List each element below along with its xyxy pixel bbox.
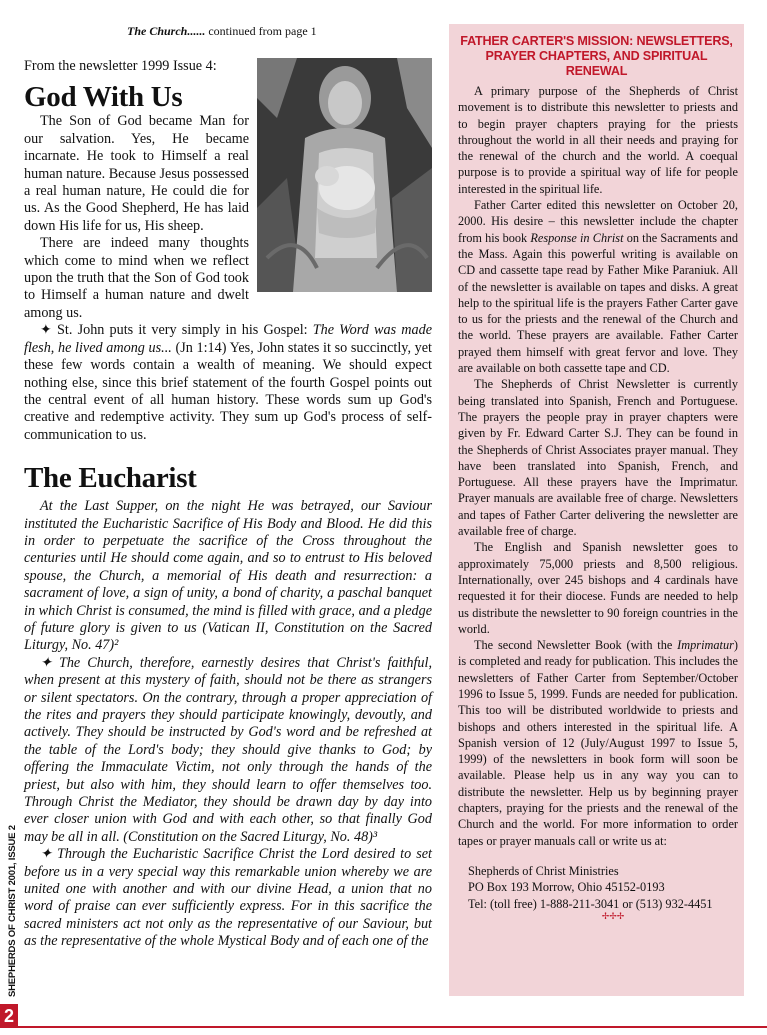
- sidebar-paragraph-5: [458, 637, 738, 849]
- spine-label: SHEPHERDS OF CHRIST 2001, ISSUE 2: [7, 825, 18, 997]
- contact-address: [458, 863, 738, 920]
- god-with-us-heading: God With Us: [24, 81, 183, 114]
- from-line: From the newsletter 1999 Issue 4:: [24, 58, 217, 74]
- sidebar-p5-pre: The second Newsletter Book (with the: [474, 638, 678, 653]
- sidebar-p2-book: Response in Christ: [530, 230, 624, 245]
- eucharist-heading: The Eucharist: [24, 462, 197, 495]
- bottom-rule: [18, 1026, 767, 1028]
- god-p3-quote: The Word was made flesh, he lived among us...: [24, 322, 432, 356]
- eucharist-paragraph-3: ✦ Through the Eucharistic Sacrifice Christ the Lord desired to set before us in a very special way this remarkable union whereby we are united one with another and with our divine Head, a union that no word of praise can ever sufficiently express. For in this sacrifice the sacred ministers act not only as the representative of our Saviour, but as the representative of the whole Mystical Body and of each one of the: [24, 846, 432, 950]
- god-p3-pre: ✦ St. John puts it very simply in his Gospel:: [40, 322, 313, 339]
- address-line-3: Tel: (toll free) 1-888-211-3041 or (513) 932-4451: [468, 896, 713, 911]
- sidebar-paragraph-4: The English and Spanish newsletter goes to approximately 75,000 priests and 8,500 religious. Internationally, over 245 bishops and 4 cardinals have requested it for their diocese. Funds are needed to help us distribute the newsletter to 90 foreign countries in the world.: [458, 540, 738, 636]
- page-header: [127, 24, 317, 39]
- sidebar-p2-post: on the Sacraments and the Mass. Again this powerful writing is available on CD and cassette tape read by Father Mike Paraniuk. All of the newsletter is available on tapes and disks. A great help to the spiritual life is the prayers Father Carter gave to us for the priests and the renewal of the Church and the world. These prayers are available. Father Carter prayed them himself with great fervor and love. They are available on both cassette tape and CD.: [458, 230, 738, 376]
- sidebar-p5-imprimatur: Imprimatur: [677, 638, 734, 653]
- mission-sidebar: [449, 24, 744, 996]
- statue-image: [257, 58, 432, 292]
- main-column: [24, 58, 432, 951]
- eucharist-paragraph-1: At the Last Supper, on the night He was betrayed, our Saviour instituted the Eucharistic Sacrifice of His Body and Blood. He did this in order to perpetuate the sacrifice of the Cross throughout the centuries until He should come again, and so to entrust to His beloved spouse, the Church, a memorial of His death and resurrection: a sacrament of love, a sign of unity, a bond of charity, a paschal banquet in which Christ is consumed, the mind is filled with grace, and a pledge of future glory is given to us (Vatican II, Constitution on the Sacred Liturgy, No. 47)²: [24, 498, 432, 654]
- god-paragraph-3: [24, 322, 432, 444]
- eucharist-paragraph-2: ✦ The Church, therefore, earnestly desires that Christ's faithful, when present at this mystery of faith, should not be there as strangers or silent spectators. On the contrary, through a proper appreciation of the rites and prayers they should participate knowingly, devoutly, and actively. They should be instructed by God's word and be refreshed at the table of the Lord's body; they should give thanks to God; by offering the Immaculate Victim, not only through the hands of the priest, but also with him, they should learn to offer themselves too. Through Christ the Mediator, they should be drawn day by day into ever closer union with God and with each other, so that finally God may be all in all. (Constitution on the Sacred Liturgy, No. 48)³: [24, 654, 432, 845]
- sidebar-title: FATHER CARTER'S MISSION: NEWSLETTERS, PRAYER CHAPTERS, AND SPIRITUAL RENEWAL: [460, 34, 733, 78]
- statue-photo: [257, 58, 432, 292]
- sidebar-paragraph-1: A primary purpose of the Shepherds of Christ movement is to distribute this newsletter to priests and to begin prayer chapters praying for the priests throughout the world in all their needs and praying for the renewal of the church and the world. A coequal purpose is to provide a spiritual way of life for people interested in the spiritual life.: [458, 84, 738, 196]
- god-paragraph-1: The Son of God became Man for our salvation. Yes, He became incarnate. He took to Himself a real human nature. Because Jesus possessed a real human nature, He could die for us. As the Good Shepherd, He has laid down His life for us, His sheep.: [24, 113, 249, 234]
- sidebar-body: [449, 83, 744, 920]
- address-line-1: Shepherds of Christ Ministries: [468, 863, 619, 878]
- sidebar-paragraph-2: [458, 197, 738, 376]
- end-ornament: ✢✢✢: [601, 910, 625, 921]
- header-continued: continued from page 1: [205, 24, 317, 38]
- address-line-2: PO Box 193 Morrow, Ohio 45152-0193: [468, 880, 665, 895]
- god-paragraph-2: There are indeed many thoughts which come to mind when we reflect upon the truth that the Son of God took to Himself a human nature and dwelt among us.: [24, 235, 249, 321]
- page-number: 2: [0, 1004, 18, 1028]
- header-title: The Church......: [127, 24, 206, 38]
- god-p3-post: (Jn 1:14) Yes, John states it so succinctly, yet these few words contain a wealth of meaning. We should expect nothing else, since this brief statement of the fourth Gospel points out the central event of all human history. These words sum up God's creative and redemptive activity. They sum up God's process of self-communication to us.: [24, 339, 433, 443]
- sidebar-p2-pre: Father Carter edited this newsletter on October 20, 2000. His desire – this newsletter include the chapter from his book: [458, 198, 738, 245]
- sidebar-paragraph-3: The Shepherds of Christ Newsletter is currently being translated into Spanish, French and Portuguese. The prayers the people pray in prayer chapters were given by Fr. Edward Carter S.J. They can be found in the Shepherds of Christ Associates prayer manual. They have been translated into Spanish, French, and Portuguese. All these prayers have the Imprimatur. Prayer manuals are available free of charge. Newsletters and tapes of Father Carter delivering the newsletter are available free of charge.: [458, 377, 738, 539]
- sidebar-p5-post: ) is completed and ready for publication. This includes the newsletters of Father Carter from September/October 1996 to Issue 5, 1999. Funds are needed for publication. This too will be distributed worldwide to priests and bishops and others interested in the spiritual life. A Spanish version of 12 (July/August 1997 to Issue 5, 1999) of the newsletters in book form will soon be available. Please help us in any way you can to distribute the newsletter. Help us by beginning prayer chapters, praying for the priests and the renewal of the Church and the world. For more information to order tapes or prayer manuals call or write us at:: [458, 638, 738, 848]
